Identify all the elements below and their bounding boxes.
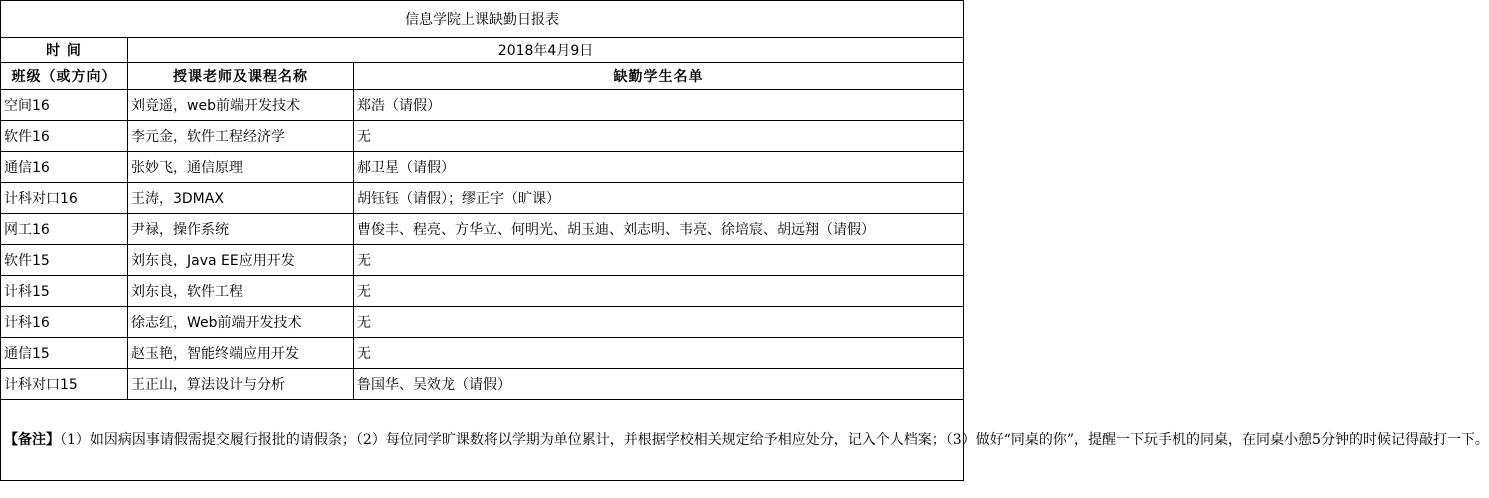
table-row bbox=[1, 276, 964, 307]
header-absent-students: 缺勤学生名单 bbox=[354, 63, 964, 90]
class-cell: 通信16 bbox=[1, 152, 128, 183]
absent-students-cell: 无 bbox=[354, 121, 964, 152]
class-cell: 空间16 bbox=[1, 90, 128, 121]
absent-students-cell: 无 bbox=[354, 338, 964, 369]
teacher-course-cell: 张妙飞，通信原理 bbox=[128, 152, 354, 183]
class-cell: 通信15 bbox=[1, 338, 128, 369]
table-row bbox=[1, 369, 964, 400]
absent-students-cell: 无 bbox=[354, 307, 964, 338]
teacher-course-cell: 王正山，算法设计与分析 bbox=[128, 369, 354, 400]
teacher-course-cell: 尹禄，操作系统 bbox=[128, 214, 354, 245]
absent-students-cell: 无 bbox=[354, 245, 964, 276]
table-row bbox=[1, 338, 964, 369]
absent-students-cell: 胡钰钰（请假）；缪正宇（旷课） bbox=[354, 183, 964, 214]
teacher-course-cell: 赵玉艳，智能终端应用开发 bbox=[128, 338, 354, 369]
teacher-course-cell: 刘东良，Java EE应用开发 bbox=[128, 245, 354, 276]
teacher-course-cell: 刘东良，软件工程 bbox=[128, 276, 354, 307]
report-date: 2018年4月9日 bbox=[128, 38, 964, 63]
class-cell: 计科15 bbox=[1, 276, 128, 307]
remarks-note bbox=[1, 400, 1489, 481]
table-row bbox=[1, 245, 964, 276]
table-row bbox=[1, 121, 964, 152]
class-cell: 软件15 bbox=[1, 245, 128, 276]
table-row bbox=[1, 90, 964, 121]
class-cell: 计科16 bbox=[1, 307, 128, 338]
teacher-course-cell: 王涛，3DMAX bbox=[128, 183, 354, 214]
teacher-course-cell: 徐志红，Web前端开发技术 bbox=[128, 307, 354, 338]
teacher-course-cell: 刘竞遥，web前端开发技术 bbox=[128, 90, 354, 121]
absent-students-cell: 鲁国华、吴效龙（请假） bbox=[354, 369, 964, 400]
time-label: 时 间 bbox=[1, 38, 128, 63]
table-row bbox=[1, 183, 964, 214]
absent-students-cell: 郝卫星（请假） bbox=[354, 152, 964, 183]
absent-students-cell: 曹俊丰、程亮、方华立、何明光、胡玉迪、刘志明、韦亮、徐培宸、胡远翔（请假） bbox=[354, 214, 964, 245]
class-cell: 软件16 bbox=[1, 121, 128, 152]
teacher-course-cell: 李元金，软件工程经济学 bbox=[128, 121, 354, 152]
report-title: 信息学院上课缺勤日报表 bbox=[1, 1, 964, 38]
remarks-tag: 【备注】 bbox=[4, 432, 60, 448]
header-class: 班级（或方向） bbox=[1, 63, 128, 90]
header-teacher-course: 授课老师及课程名称 bbox=[128, 63, 354, 90]
class-cell: 计科对口15 bbox=[1, 369, 128, 400]
absent-students-cell: 无 bbox=[354, 276, 964, 307]
remarks-text: （1）如因病因事请假需提交履行报批的请假条；（2）每位同学旷课数将以学期为单位累计，并根据学校相关规定给予相应处分，记入个人档案；（3）做好“同桌的你”，提醒一下玩手机的同桌，在同桌小憩5分钟的时候记得敲打一下。 bbox=[60, 432, 1489, 448]
table-row bbox=[1, 214, 964, 245]
absent-students-cell: 郑浩（请假） bbox=[354, 90, 964, 121]
class-cell: 网工16 bbox=[1, 214, 128, 245]
table-row bbox=[1, 307, 964, 338]
table-row bbox=[1, 152, 964, 183]
class-cell: 计科对口16 bbox=[1, 183, 128, 214]
